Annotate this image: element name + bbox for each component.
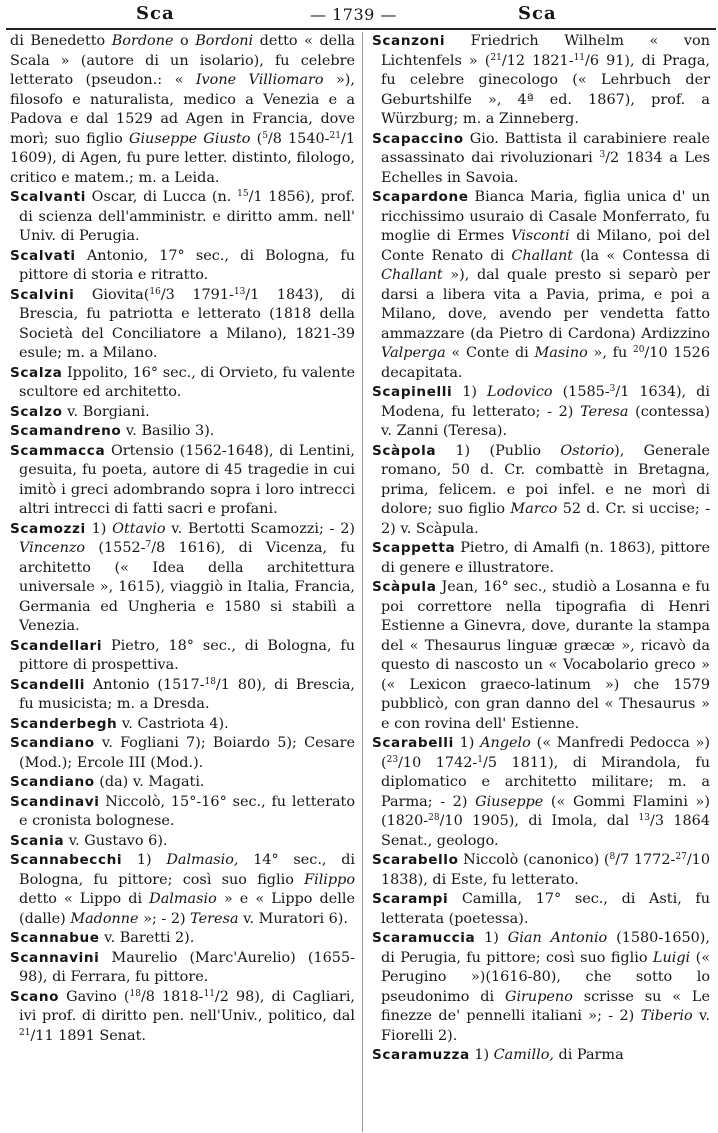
- italic-text: Gian Antonio: [507, 930, 608, 946]
- dictionary-entry: [372, 578, 710, 734]
- entry-text: Camilla, 17° sec., di Asti, fu letterata (poetessa).: [381, 891, 710, 927]
- dictionary-entry: [372, 383, 710, 442]
- entry-text: /8 1616), di Vicenza, fu architetto (« Idea della architettura universale », 1615), viaggiò in Italia, Francia, Germania ed Ungheria e 1580 si stabilì a Venezia.: [19, 540, 355, 634]
- italic-text: Dalmasio: [149, 891, 217, 907]
- entry-text: (da) v. Magati.: [94, 774, 205, 790]
- entry-headword: Scamozzi: [10, 520, 86, 537]
- entry-text: /1 80), di Brescia, fu musicista; m. a Dresda.: [19, 676, 355, 712]
- entry-headword: Scannabecchi: [10, 852, 123, 868]
- italic-text: Bordone: [111, 33, 174, 49]
- dictionary-entry: [10, 734, 355, 773]
- dictionary-entry: [10, 247, 355, 286]
- entry-text: v. Fiorelli 2).: [381, 1008, 711, 1044]
- italic-text: Visconti: [511, 228, 570, 244]
- superscript: 16: [149, 286, 161, 297]
- entry-text: /2 1834 a Les Echelles in Savoia.: [381, 150, 710, 186]
- superscript: 3: [599, 150, 606, 160]
- dictionary-entry: [372, 539, 710, 578]
- entry-text: detto « Lippo di: [19, 891, 150, 907]
- italic-text: Vincenzo: [19, 540, 86, 556]
- entry-headword: Scappetta: [372, 540, 456, 556]
- entry-headword: Scanzoni: [372, 33, 446, 49]
- entry-text: 1): [475, 930, 508, 946]
- entry-text: /6 91), di Praga, fu celebre ginecologo (« Lehrbuch der Geburtshilfe », 4ª ed. 1867), prof. a Würzburg; m. a Zinneberg.: [381, 52, 710, 127]
- entry-headword: Scandelli: [10, 676, 86, 693]
- entry-headword: Scàpola: [372, 442, 437, 459]
- superscript: 13: [638, 813, 650, 823]
- entry-text: v. Basilio 3).: [121, 423, 215, 439]
- entry-headword: Scarabelli: [372, 735, 454, 751]
- entry-text: (« Perugino »)(1616-80), che sotto lo pseudonimo di: [381, 949, 710, 1005]
- column-divider: [362, 32, 363, 1132]
- entry-headword: Scalzo: [10, 403, 63, 420]
- entry-headword: Scannavini: [10, 949, 100, 966]
- entry-text: »; - 2): [138, 910, 191, 927]
- right-column: [372, 32, 710, 1066]
- entry-text: (1580-1650), di Perugia, fu pittore; così suo figlio: [381, 930, 710, 966]
- dictionary-entry: [10, 364, 355, 403]
- entry-text: Pietro, 18° sec., di Bologna, fu pittore di prospettiva.: [19, 637, 355, 673]
- entry-text: /1 1843), di Brescia, fu patriotta e letterato (1818 della Società del Conciliatore a Milano), 1821-39 esule; m. a Milano.: [19, 286, 355, 361]
- entry-text: v. Borgiani.: [62, 403, 150, 420]
- dictionary-entry: [372, 734, 710, 851]
- entry-text: 1) (Publio: [436, 442, 561, 459]
- entry-text: 1): [85, 520, 113, 537]
- entry-text: /7 1772-: [615, 852, 676, 868]
- entry-text: Jean, 16° sec., studiò a Losanna e fu poi correttore nella tipografia di Henri Estienne a Ginevra, dove, durante la stampa del « Thesaurus linguæ græcæ », ricavò da questo di nascosto un « Vocabolario greco » (« Lexicon graeco-latinum ») che 1579 pubblicò, con gran danno del « Thesaurus » e con rovina dell' Estienne.: [381, 579, 710, 732]
- superscript: 1: [477, 754, 483, 765]
- entry-text: Gavino (: [59, 988, 130, 1005]
- italic-text: Teresa: [580, 403, 629, 420]
- superscript: 21: [329, 130, 341, 141]
- header-rule: [6, 28, 716, 30]
- superscript: 5: [262, 130, 268, 141]
- entry-text: », fu: [587, 345, 633, 361]
- entry-text: /8 1540-: [267, 130, 330, 147]
- superscript: 21: [490, 52, 502, 63]
- italic-text: Challant: [511, 247, 574, 264]
- header-right-catchword: Sca: [518, 3, 557, 24]
- superscript: 21: [19, 1027, 31, 1038]
- dictionary-entry: [372, 188, 710, 383]
- page-number: — 1739 —: [310, 5, 397, 24]
- entry-headword: Scannabue: [10, 930, 100, 946]
- dictionary-entry: [10, 422, 355, 442]
- italic-text: Challant: [381, 267, 443, 283]
- italic-text: Bordoni: [195, 33, 254, 49]
- italic-text: Luigi: [652, 949, 691, 966]
- entry-text: 1): [453, 735, 481, 751]
- superscript: 28: [428, 813, 440, 823]
- dictionary-entry: [372, 851, 710, 890]
- entry-headword: Scarampi: [372, 891, 449, 907]
- entry-text: 52 d. Cr. si uccise; - 2) v. Scàpula.: [381, 501, 710, 537]
- italic-text: Teresa: [190, 910, 239, 927]
- entry-text: »), filosofo e naturalista, medico a Venezia e a Padova e dal 1529 ad Agen in Francia, dove morì; suo figlio: [10, 72, 355, 147]
- entry-text: /11 1891 Senat.: [30, 1027, 146, 1044]
- italic-text: Giuseppe Giusto: [128, 130, 251, 147]
- entry-text: v. Baretti 2).: [99, 930, 195, 946]
- entry-text: Niccolò (canonico) (: [458, 852, 610, 868]
- entry-headword: Scandiano: [10, 735, 95, 751]
- italic-text: Masino: [534, 345, 588, 361]
- entry-headword: Scaramuccia: [372, 930, 476, 946]
- dictionary-entry: [372, 442, 710, 540]
- entry-headword: Scàpula: [372, 579, 437, 595]
- italic-text: Valperga: [381, 345, 446, 361]
- dictionary-entry: [10, 773, 355, 793]
- dictionary-entry: [10, 832, 355, 852]
- entry-headword: Scalvanti: [10, 189, 86, 205]
- italic-text: Tiberio: [640, 1008, 693, 1024]
- entry-text: Oscar, di Lucca (n.: [85, 189, 238, 205]
- entry-text: v. Gustavo 6).: [64, 832, 168, 849]
- entry-text: Gio. Battista il carabiniere reale assassinato dai rivoluzionari: [381, 130, 710, 166]
- entry-headword: Scarabello: [372, 852, 459, 868]
- entry-text: scrisse su « Le finezze de' pennelli italiani »; - 2): [381, 988, 710, 1024]
- dictionary-entry: [372, 929, 710, 1046]
- entry-headword: Scamandreno: [10, 423, 122, 439]
- entry-text: /10 1838), di Este, fu letterato.: [381, 852, 710, 888]
- entry-text: Antonio, 17° sec., di Bologna, fu pittore di storia e ritratto.: [19, 247, 355, 283]
- superscript: 15: [237, 189, 249, 199]
- entry-text: /1 1856), prof. di scienza dell'amministr. e diritto amm. nell' Univ. di Perugia.: [19, 189, 355, 244]
- entry-text: /12 1821-: [501, 52, 574, 69]
- entry-headword: Scapaccino: [372, 130, 464, 147]
- italic-text: Girupeno: [504, 988, 573, 1005]
- dictionary-entry: [10, 949, 355, 988]
- entry-text: Ortensio (1562-1648), di Lentini, gesuita, fu poeta, autore di 45 tragedie in cui imitò i greci adombrando sopra i loro intrecci altri intrecci di fatti sacri e profani.: [19, 442, 355, 517]
- entry-text: Maurelio (Marc'Aurelio) (1655-98), di Ferrara, fu pittore.: [19, 949, 355, 985]
- superscript: 7: [145, 540, 152, 550]
- entry-text: v. Bertotti Scamozzi; - 2): [165, 520, 355, 537]
- italic-text: Angelo: [480, 735, 531, 751]
- dictionary-entry: [10, 188, 355, 247]
- superscript: 23: [386, 754, 399, 765]
- entry-text: 14° sec., di Bologna, fu pittore; così suo figlio: [19, 852, 356, 888]
- entry-text: « Conte di: [445, 345, 535, 361]
- italic-text: Camillo,: [493, 1047, 554, 1063]
- italic-text: Dalmasio,: [166, 852, 239, 868]
- entry-text: v. Castriota 4).: [117, 715, 229, 732]
- entry-text: 1): [469, 1047, 494, 1063]
- entry-text: detto « della Scala » (autore di un isolario), fu celebre letterato (pseudon.: «: [10, 33, 355, 88]
- entry-text: (« Manfredi Pedocca ») (: [381, 735, 710, 771]
- entry-text: » e « Lippo delle (dalle): [19, 891, 355, 927]
- entry-text: Niccolò, 15°-16° sec., fu letterato e cronista bolognese.: [19, 793, 355, 829]
- entry-headword: Scaramuzza: [372, 1047, 470, 1063]
- entry-text: di Parma: [553, 1047, 624, 1063]
- italic-text: Ottavio: [112, 520, 166, 537]
- superscript: 8: [609, 852, 616, 862]
- dictionary-entry: [10, 929, 355, 949]
- entry-headword: Scapardone: [372, 189, 469, 205]
- entry-text: di Benedetto: [10, 33, 112, 49]
- dictionary-entry: [10, 520, 355, 637]
- superscript: 18: [129, 988, 141, 999]
- entry-text: 1): [452, 384, 488, 400]
- dictionary-entry: [372, 890, 710, 929]
- entry-text: (1585-: [552, 384, 610, 400]
- entry-headword: Scalza: [10, 364, 63, 381]
- entry-text: 1): [122, 852, 167, 868]
- dictionary-entry: [10, 32, 355, 188]
- entry-text: /10 1526 decapitata.: [381, 345, 710, 381]
- italic-text: Filippo: [304, 871, 355, 888]
- italic-text: Lodovico: [487, 384, 553, 400]
- dictionary-entry: [372, 32, 710, 130]
- superscript: 13: [233, 286, 246, 297]
- entry-text: v. Muratori 6).: [238, 910, 348, 927]
- entry-text: (: [250, 130, 263, 147]
- entry-headword: Scania: [10, 832, 65, 849]
- superscript: 18: [204, 676, 216, 687]
- entry-headword: Scammacca: [10, 442, 106, 459]
- entry-text: Pietro, di Amalfi (n. 1863), pittore di genere e illustratore.: [381, 540, 710, 576]
- left-column: [10, 32, 355, 1046]
- dictionary-entry: [10, 286, 355, 364]
- dictionary-entry: [372, 130, 710, 189]
- entry-text: Bianca Maria, figlia unica d' un ricchissimo usuraio di Casale Monferrato, fu moglie di Ermes: [381, 189, 710, 244]
- entry-text: Friedrich Wilhelm « von Lichtenfels » (: [381, 33, 710, 69]
- entry-text: Giovita(: [74, 286, 150, 303]
- italic-text: Marco: [510, 501, 558, 517]
- entry-text: (« Gommi Flamini ») (1820-: [381, 793, 710, 829]
- dictionary-entry: [10, 851, 355, 929]
- entry-text: »), dal quale presto si separò per darsi a libera vita a Pavia, prima, e poi a Milano, dove, avendo per vendetta fatto ammazzare (da Pietro di Cardona) Ardizzino: [381, 267, 710, 342]
- running-header: [0, 0, 718, 30]
- superscript: 11: [573, 52, 586, 63]
- entry-text: di Milano, poi del Conte Renato di: [381, 228, 710, 264]
- entry-text: (contessa) v. Zanni (Teresa).: [381, 403, 710, 439]
- italic-text: Madonne: [70, 910, 139, 927]
- entry-text: /3 1864 Senat., geologo.: [381, 813, 710, 849]
- dictionary-entry: [10, 403, 355, 423]
- italic-text: Giuseppe: [475, 793, 544, 810]
- italic-text: Ivone Villiomaro: [195, 72, 324, 88]
- dictionary-entry: [10, 637, 355, 676]
- dictionary-entry: [10, 988, 355, 1047]
- entry-text: /10 1905), di Imola, dal: [439, 813, 639, 829]
- entry-headword: Scano: [10, 988, 60, 1005]
- entry-headword: Scanderbegh: [10, 715, 118, 732]
- entry-text: /2 98), di Cagliari, ivi prof. di diritto pen. nell'Univ., politico, dal: [19, 988, 355, 1024]
- superscript: 27: [675, 852, 687, 862]
- entry-text: ), Generale romano, 50 d. Cr. combattè in Bretagna, prima, felicem. e poi infel. e ne morì di dolore; suo figlio: [381, 442, 710, 517]
- dictionary-entry: [372, 1046, 710, 1066]
- entry-text: /1 1609), di Agen, fu pure letter. distinto, filologo, critico e matem.; m. a Leida.: [10, 130, 355, 186]
- entry-text: /3 1791-: [160, 286, 234, 303]
- entry-headword: Scapinelli: [372, 384, 453, 400]
- italic-text: Ostorio: [560, 442, 615, 459]
- dictionary-entry: [10, 676, 355, 715]
- entry-text: o: [173, 33, 196, 49]
- superscript: 3: [609, 384, 616, 394]
- entry-text: /10 1742-: [398, 754, 478, 771]
- entry-text: Ippolito, 16° sec., di Orvieto, fu valente scultore ed architetto.: [19, 364, 355, 400]
- entry-headword: Scandinavi: [10, 793, 100, 810]
- superscript: 20: [633, 345, 645, 355]
- superscript: 11: [203, 988, 215, 999]
- dictionary-entry: [10, 442, 355, 520]
- entry-headword: Scalvini: [10, 286, 75, 303]
- dictionary-entry: [10, 793, 355, 832]
- dictionary-entry: [10, 715, 355, 735]
- entry-text: (1552-: [85, 540, 146, 556]
- header-left-catchword: Sca: [136, 3, 175, 24]
- entry-text: /5 1811), di Mirandola, fu diplomatico e architetto militare; m. a Parma; - 2): [381, 754, 710, 810]
- entry-headword: Scandellari: [10, 637, 103, 654]
- entry-headword: Scandiano: [10, 774, 95, 790]
- entry-text: v. Fogliani 7); Boiardo 5); Cesare (Mod.); Ercole III (Mod.).: [19, 735, 355, 771]
- entry-text: /8 1818-: [140, 988, 204, 1005]
- entry-text: /1 1634), di Modena, fu letterato; - 2): [381, 384, 710, 420]
- entry-headword: Scalvati: [10, 247, 76, 264]
- entry-text: Antonio (1517-: [85, 676, 205, 693]
- entry-text: (la « Contessa di: [573, 247, 710, 264]
